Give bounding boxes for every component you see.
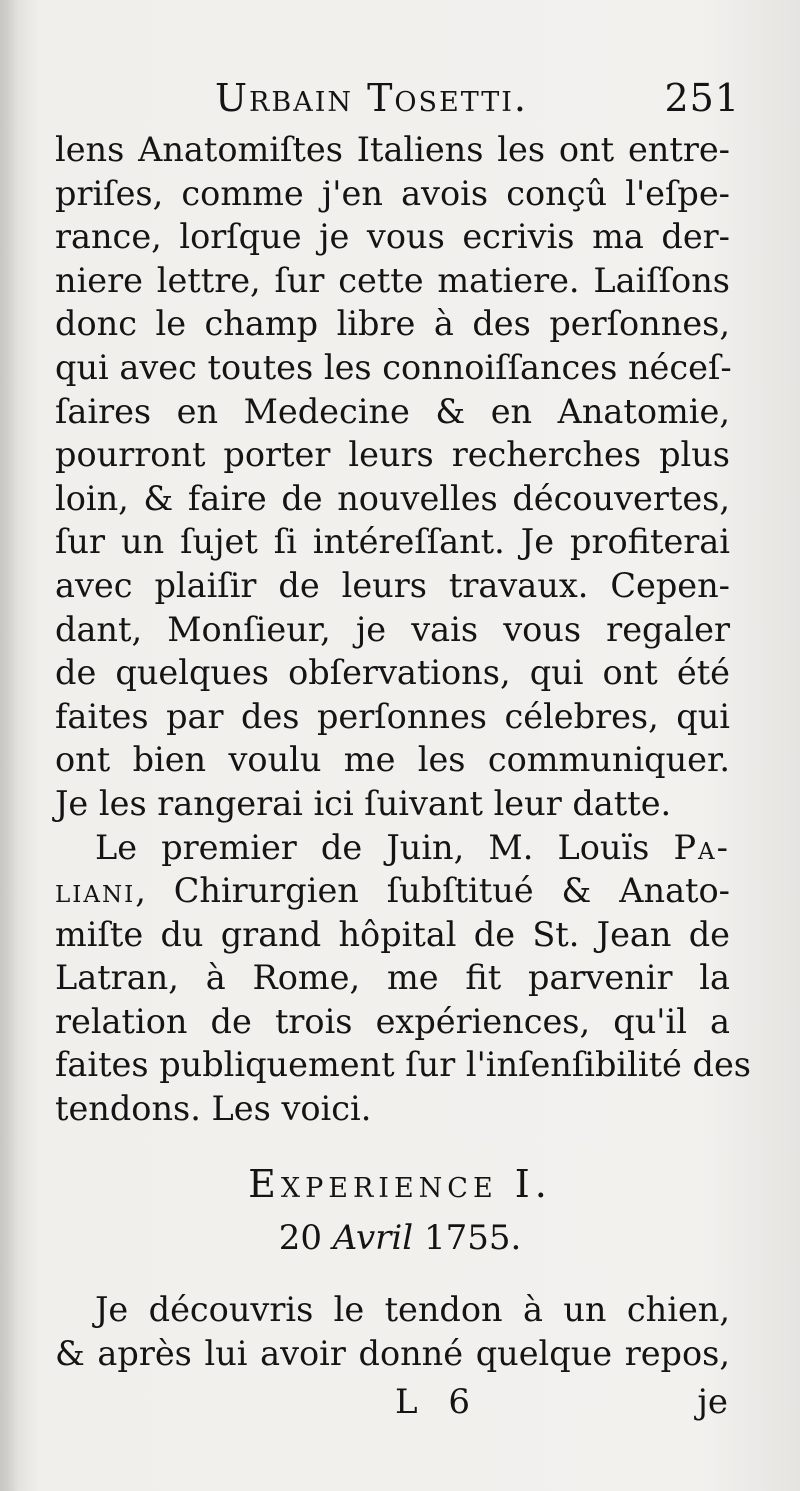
text-line: loin, & faire de nouvelles découvertes, — [55, 478, 730, 518]
text-line: Je les rangerai ici ſuivant leur datte. — [55, 783, 672, 823]
name-smallcaps: Pa- — [673, 827, 730, 867]
paragraph-start: Le premier de Juin, M. Louïs — [95, 827, 650, 867]
text-line — [55, 826, 730, 870]
date-day: 20 — [278, 1218, 322, 1258]
page-gutter — [0, 0, 18, 1491]
experience-text — [55, 1288, 730, 1375]
experience-title: Experience I. — [248, 1162, 552, 1206]
page-header — [55, 70, 740, 130]
date-month: Avril — [332, 1218, 414, 1258]
text-line: qui avec toutes les connoiſſances néceſ- — [55, 347, 732, 387]
experience-date — [0, 1218, 800, 1258]
text-line: faites publiquement ſur l'inſenſibilité des — [55, 1045, 751, 1085]
text-line: faites par des perſonnes célebres, qui — [55, 696, 730, 736]
main-text — [55, 128, 751, 1131]
text-line: Latran, à Rome, me fit parvenir la — [55, 958, 730, 998]
text-line: priſes, comme j'en avois conçû l'eſpe- — [55, 173, 730, 213]
text-line: lens Anatomiſtes Italiens les ont entre- — [55, 130, 730, 169]
running-head: Urbain Tosetti. — [215, 76, 529, 120]
text-line: pourront porter leurs recherches plus — [55, 435, 730, 475]
text-line: de quelques obſervations, qui ont été — [55, 653, 730, 693]
text-fragment: , Chirurgien ſubſtitué & Anato- — [135, 871, 730, 911]
text-line: donc le champ libre à des perſonnes, — [55, 304, 730, 344]
text-line: tendons. Les voici. — [55, 1089, 372, 1129]
text-line: rance, lorſque je vous ecrivis ma der- — [55, 217, 730, 257]
text-line: & après lui avoir donné quelque repos, — [55, 1333, 730, 1373]
catchword: je — [697, 1382, 728, 1422]
page-number: 251 — [664, 76, 740, 120]
text-line: Je découvris le tendon à un chien, — [95, 1290, 730, 1329]
text-line: avec plaiſir de leurs travaux. Cepen- — [55, 565, 730, 605]
name-smallcaps: liani — [55, 871, 136, 911]
text-line — [55, 869, 730, 913]
text-line: ſaires en Medecine & en Anatomie, — [55, 391, 730, 431]
text-line: miſte du grand hôpital de St. Jean de — [55, 914, 730, 954]
text-line: niere lettre, ſur cette matiere. Laiſſons — [55, 260, 730, 300]
text-line: dant, Monſieur, je vais vous regaler — [55, 609, 730, 649]
text-line: relation de trois expériences, qu'il a — [55, 1001, 730, 1041]
text-line: ſur un ſujet ſi intéreſſant. Je profiterai — [55, 522, 730, 562]
signature-mark: L 6 — [395, 1382, 481, 1422]
page-footer — [0, 1382, 800, 1428]
date-year: 1755. — [423, 1218, 522, 1258]
text-line: ont bien voulu me les communiquer. — [55, 740, 730, 780]
